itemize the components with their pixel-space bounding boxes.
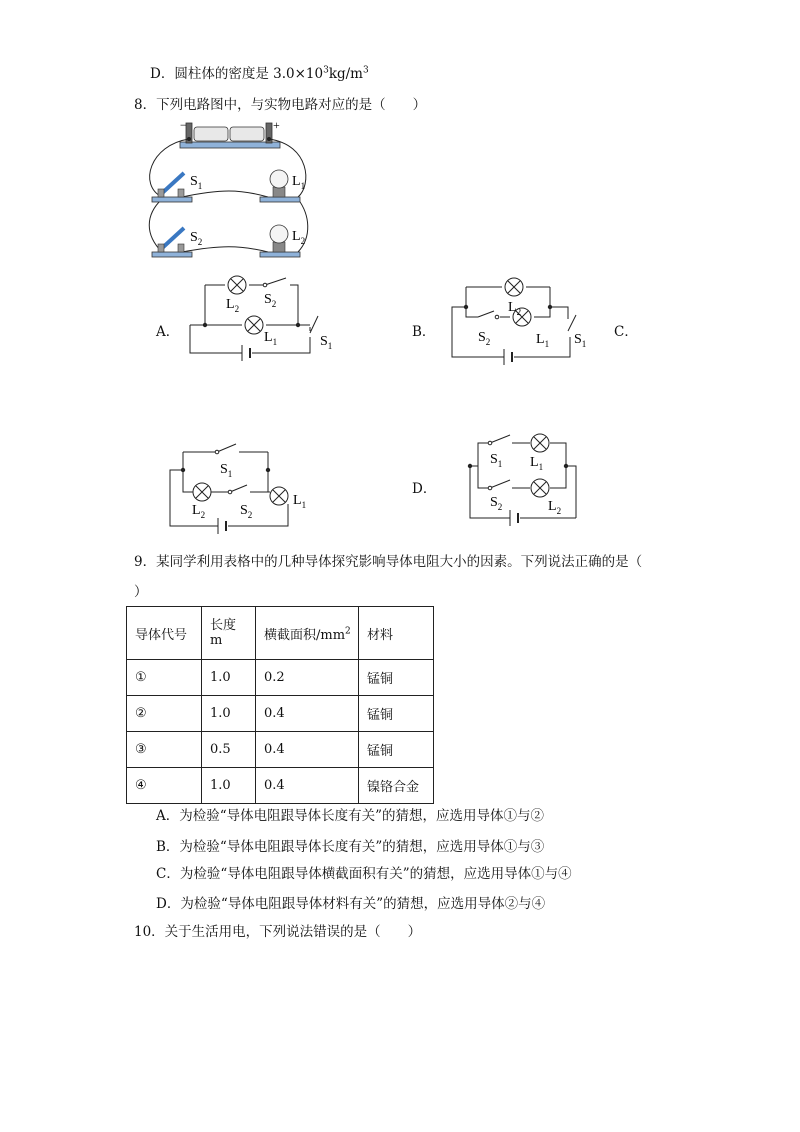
table-row [127, 732, 434, 768]
table-row [127, 696, 434, 732]
table-cell: ③ [127, 732, 202, 768]
q9-option-d: D．为检验“导体电阻跟导体材料有关”的猜想，应选用导体②与④ [156, 896, 546, 912]
prev-option-d-unit: kg/m [328, 66, 363, 82]
l1-photo-label: $L_1$ [292, 174, 306, 191]
battery-plus-label: + [273, 118, 280, 132]
table-cell: ② [127, 696, 202, 732]
prev-option-d-unit-exp: 3 [362, 65, 369, 76]
header-material: 材料 [359, 607, 434, 660]
q9-option-c: C．为检验“导体电阻跟导体横截面积有关”的猜想，应选用导体①与④ [156, 866, 572, 882]
q10-stem: 10．关于生活用电，下列说法错误的是（ ） [134, 924, 422, 940]
table-cell: 0.4 [256, 732, 359, 768]
prev-option-d-text: D．圆柱体的密度是 3.0×10 [150, 66, 324, 82]
conductor-table [126, 606, 434, 804]
s1-photo-label: $S_1$ [190, 174, 203, 191]
q8-stem: 8．下列电路图中，与实物电路对应的是（ ） [134, 97, 427, 113]
table-cell: 0.4 [256, 696, 359, 732]
table-cell: 0.5 [202, 732, 256, 768]
table-cell: 0.4 [256, 768, 359, 804]
q9-stem-line1: 9．某同学利用表格中的几种导体探究影响导体电阻大小的因素。下列说法正确的是（ [134, 554, 643, 570]
table-cell: 锰铜 [359, 732, 434, 768]
circuit-b-s1-label: $S_1$ [574, 332, 587, 349]
table-row [127, 660, 434, 696]
battery-box-icon [180, 123, 280, 148]
header-length: 长度 m [202, 607, 256, 660]
circuit-d-s2-label: $S_2$ [490, 495, 503, 512]
table-cell: 锰铜 [359, 660, 434, 696]
table-cell: ① [127, 660, 202, 696]
q9-option-b: B．为检验“导体电阻跟导体长度有关”的猜想，应选用导体①与③ [156, 839, 545, 855]
table-cell: 1.0 [202, 660, 256, 696]
q8-option-d-label: D． [412, 481, 437, 497]
circuit-d-l2-label: $L_2$ [548, 499, 562, 516]
circuit-b-l2-label: $L_2$ [508, 300, 522, 317]
q9-option-a: A．为检验“导体电阻跟导体长度有关”的猜想，应选用导体①与② [156, 808, 545, 824]
table-cell: 1.0 [202, 768, 256, 804]
circuit-b-s2-label: $S_2$ [478, 330, 491, 347]
table-cell: 镍铬合金 [359, 768, 434, 804]
circuit-a-l1-label: $L_1$ [264, 330, 278, 347]
circuit-d-l1-label: $L_1$ [530, 455, 544, 472]
circuit-a-s1-label: $S_1$ [320, 334, 333, 351]
table-cell: 0.2 [256, 660, 359, 696]
circuit-a-l2-label: $L_2$ [226, 297, 240, 314]
q8-option-a-label: A． [156, 324, 180, 340]
switch-s1-icon [152, 173, 192, 202]
circuit-diagram-a [180, 275, 340, 370]
switch-s2-icon [152, 228, 192, 257]
circuit-c-s1-label: $S_1$ [220, 462, 233, 479]
table-header-row [127, 607, 434, 660]
circuit-c-l1-label: $L_1$ [293, 493, 307, 510]
circuit-d-s1-label: $S_1$ [490, 452, 503, 469]
q8-option-c-label: C． [614, 324, 638, 340]
header-code: 导体代号 [127, 607, 202, 660]
prev-option-d-exp: 3 [323, 65, 329, 76]
s2-photo-label: $S_2$ [190, 230, 203, 247]
physical-circuit-illustration [140, 115, 315, 265]
battery-minus-label: − [180, 118, 187, 132]
table-cell: ④ [127, 768, 202, 804]
circuit-a-s2-label: $S_2$ [264, 292, 277, 309]
q8-option-b-label: B． [412, 324, 436, 340]
table-cell: 1.0 [202, 696, 256, 732]
circuit-diagram-c [160, 440, 320, 535]
prev-option-d [150, 62, 369, 82]
circuit-diagram-d [450, 428, 590, 528]
circuit-diagram-b [440, 275, 600, 370]
circuit-c-s2-label: $S_2$ [240, 503, 253, 520]
circuit-c-l2-label: $L_2$ [192, 503, 206, 520]
table-row [127, 768, 434, 804]
l2-photo-label: $L_2$ [292, 229, 306, 246]
q9-stem-line2: ） [134, 584, 148, 600]
table-cell: 锰铜 [359, 696, 434, 732]
header-area: 横截面积$/mm^2$ [256, 607, 359, 660]
circuit-b-l1-label: $L_1$ [536, 332, 550, 349]
